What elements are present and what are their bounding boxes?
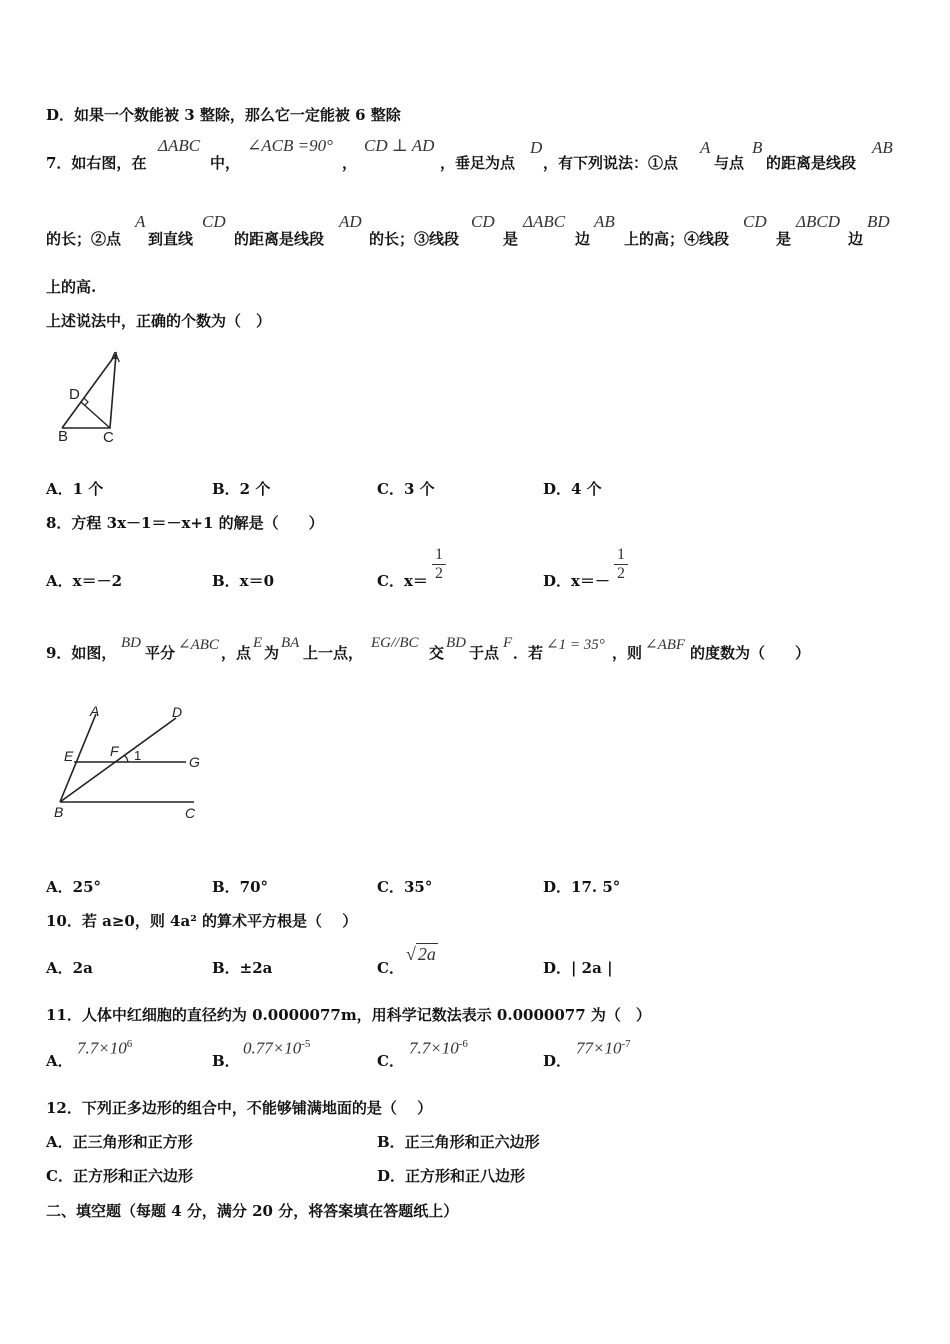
q7-option-b: B．2 个 bbox=[212, 480, 271, 498]
q7-text2-g: 上的高；④线段 bbox=[624, 230, 730, 248]
q7-text2-d: 的长；③线段 bbox=[369, 230, 460, 248]
q9-math-e: E bbox=[253, 635, 263, 651]
q9-text-b: 平分 bbox=[145, 644, 176, 662]
q11-c-base: 7.7×10 bbox=[409, 1038, 459, 1058]
q9-parallel-lines-figure bbox=[44, 700, 214, 828]
q10-option-c: C． bbox=[377, 959, 404, 977]
q11-a-base: 7.7×10 bbox=[77, 1038, 127, 1058]
q9-math-abc: ∠ABC bbox=[178, 637, 219, 653]
q10-option-b: B．±2a bbox=[212, 959, 273, 977]
q7-text2-e: 是 bbox=[503, 230, 519, 248]
q7-altitude-cd bbox=[81, 402, 110, 428]
q9-option-d: D．17. 5° bbox=[543, 878, 621, 896]
q9-text-j: 的度数为（ ） bbox=[690, 644, 811, 662]
q7-math-A: A bbox=[700, 138, 711, 157]
q8-d-numerator: 1 bbox=[617, 546, 625, 563]
q7-fig-label-d: D bbox=[69, 386, 80, 403]
q9-text-i: ，则 bbox=[612, 644, 643, 662]
q8-option-a: A．x＝－2 bbox=[46, 572, 123, 590]
q7-text-a: 7．如右图，在 bbox=[46, 154, 147, 172]
q11-d-exp: -7 bbox=[621, 1038, 631, 1050]
q9-fig-label-d: D bbox=[172, 704, 183, 720]
q7-fig-label-b: B bbox=[58, 428, 69, 445]
q7-math-abc: ΔABC bbox=[158, 136, 201, 155]
q9-math-abf: ∠ABF bbox=[645, 637, 686, 653]
q7-triangle-figure bbox=[48, 348, 128, 448]
q9-text-h: ．若 bbox=[513, 644, 544, 662]
q9-math-ang1: ∠1 = 35° bbox=[546, 637, 605, 653]
q11-stem: 11．人体中红细胞的直径约为 0.0000077m，用科学记数法表示 0.0000077 为（ ） bbox=[46, 1006, 651, 1024]
q9-math-ba: BA bbox=[281, 635, 300, 651]
q8-option-b: B．x＝0 bbox=[212, 572, 275, 590]
q9-math-bd: BD bbox=[121, 635, 141, 651]
q12-stem: 12．下列正多边形的组合中，不能够铺满地面的是（ ） bbox=[46, 1099, 433, 1117]
q9-fig-label-g: G bbox=[189, 754, 200, 770]
q11-option-c-value bbox=[409, 1038, 468, 1059]
q12-option-d: D．正方形和正八边形 bbox=[377, 1167, 526, 1185]
q10-option-c-sqrt bbox=[406, 944, 438, 965]
q11-a-exp: 6 bbox=[126, 1038, 133, 1050]
q7-text-b: 中， bbox=[210, 154, 241, 172]
q11-option-a-label: A． bbox=[46, 1052, 73, 1070]
q7-text2-c: 的距离是线段 bbox=[234, 230, 325, 248]
q9-text-c: ，点 bbox=[221, 644, 252, 662]
q10-sqrt-sign: √ bbox=[406, 944, 416, 964]
q7-line3: 上的高. bbox=[46, 278, 97, 296]
q9-text-e: 上一点， bbox=[303, 644, 364, 662]
q7-math2-A: A bbox=[135, 212, 146, 231]
q7-option-c: C．3 个 bbox=[377, 480, 435, 498]
q7-text-c: ， bbox=[342, 154, 358, 172]
q11-b-base: 0.77×10 bbox=[243, 1038, 302, 1058]
q9-option-b: B．70° bbox=[212, 878, 269, 896]
q11-c-exp: -6 bbox=[458, 1038, 468, 1050]
q9-fig-label-1: 1 bbox=[134, 748, 142, 763]
q7-text2-h: 是 bbox=[776, 230, 792, 248]
q8-option-c: C．x＝ bbox=[377, 572, 428, 590]
q12-option-a: A．正三角形和正方形 bbox=[46, 1133, 193, 1151]
q7-math-B: B bbox=[752, 138, 763, 157]
q7-option-a: A．1 个 bbox=[46, 480, 104, 498]
q12-option-c: C．正方形和正六边形 bbox=[46, 1167, 193, 1185]
q9-option-a: A．25° bbox=[46, 878, 102, 896]
q7-question: 上述说法中，正确的个数为（ ） bbox=[46, 312, 272, 330]
q7-math2-CD: CD bbox=[202, 212, 226, 231]
q7-text-d: ，垂足为点 bbox=[440, 154, 516, 172]
q11-d-base: 77×10 bbox=[576, 1038, 622, 1058]
q9-option-c: C．35° bbox=[377, 878, 433, 896]
q9-math-egbc: EG//BC bbox=[371, 635, 419, 651]
q7-math-D: D bbox=[530, 138, 543, 157]
q7-text-g: 的距离是线段 bbox=[766, 154, 857, 172]
q8-c-denominator: 2 bbox=[432, 564, 446, 583]
q11-b-exp: -5 bbox=[301, 1038, 311, 1050]
section-2-heading: 二、填空题（每题 4 分，满分 20 分，将答案填在答题纸上） bbox=[46, 1202, 459, 1220]
q10-sqrt-argument: 2a bbox=[417, 944, 436, 964]
q7-text2-a: 的长；②点 bbox=[46, 230, 122, 248]
q10-option-d: D．| 2a | bbox=[543, 959, 613, 977]
q12-option-b: B．正三角形和正六边形 bbox=[377, 1133, 540, 1151]
q8-c-numerator: 1 bbox=[435, 546, 443, 563]
q9-fig-label-e: E bbox=[64, 748, 74, 764]
q11-option-d-value bbox=[576, 1038, 631, 1059]
q8-option-c-fraction bbox=[432, 546, 446, 583]
q7-math-cdad: CD ⊥ AD bbox=[364, 136, 435, 155]
q8-option-d-fraction bbox=[614, 546, 628, 583]
q10-option-a: A．2a bbox=[46, 959, 93, 977]
q9-text-a: 9．如图， bbox=[46, 644, 117, 662]
q11-option-a-value bbox=[77, 1038, 132, 1059]
q9-math-f: F bbox=[503, 635, 513, 651]
q9-text-f: 交 bbox=[429, 644, 445, 662]
q7-math2-bcd: ΔBCD bbox=[796, 212, 840, 231]
q8-d-denominator: 2 bbox=[614, 564, 628, 583]
q6-option-d: D．如果一个数能被 3 整除，那么它一定能被 6 整除 bbox=[46, 106, 401, 124]
q7-math2-AD: AD bbox=[339, 212, 362, 231]
q7-text-e: ，有下列说法：①点 bbox=[543, 154, 679, 172]
q9-fig-label-b: B bbox=[54, 804, 64, 820]
q7-math-AB: AB bbox=[872, 138, 893, 157]
q9-angle-1-arc bbox=[124, 755, 128, 762]
q7-math2-abc: ΔABC bbox=[523, 212, 566, 231]
q11-option-b-label: B． bbox=[212, 1052, 240, 1070]
q9-text-g: 于点 bbox=[469, 644, 500, 662]
q7-text2-b: 到直线 bbox=[148, 230, 194, 248]
q7-right-angle-mark bbox=[84, 398, 88, 405]
q8-option-d: D．x＝－ bbox=[543, 572, 610, 590]
q7-fig-label-a: A bbox=[110, 349, 121, 366]
q8-stem: 8．方程 3x－1＝－x+1 的解是（ ） bbox=[46, 514, 324, 532]
q9-fig-label-f: F bbox=[110, 743, 119, 759]
q9-math-bd2: BD bbox=[446, 635, 466, 651]
q7-math2-AB: AB bbox=[594, 212, 615, 231]
q7-math2-CD2: CD bbox=[471, 212, 495, 231]
q11-option-d-label: D． bbox=[543, 1052, 572, 1070]
q11-option-c-label: C． bbox=[377, 1052, 404, 1070]
q7-math2-BD: BD bbox=[867, 212, 890, 231]
q7-math-acb: ∠ACB =90° bbox=[247, 136, 333, 155]
q9-fig-label-c: C bbox=[185, 805, 196, 821]
q11-option-b-value bbox=[243, 1038, 310, 1059]
q7-option-d: D．4 个 bbox=[543, 480, 602, 498]
q7-fig-label-c: C bbox=[103, 429, 114, 446]
q7-math2-CD3: CD bbox=[743, 212, 767, 231]
q7-text2-f: 边 bbox=[575, 230, 591, 248]
q10-stem: 10．若 a≥0，则 4a² 的算术平方根是（ ） bbox=[46, 912, 358, 930]
q9-text-d: 为 bbox=[264, 644, 280, 662]
q7-text2-i: 边 bbox=[848, 230, 864, 248]
q7-text-f: 与点 bbox=[714, 154, 745, 172]
q9-fig-label-a: A bbox=[90, 703, 100, 719]
